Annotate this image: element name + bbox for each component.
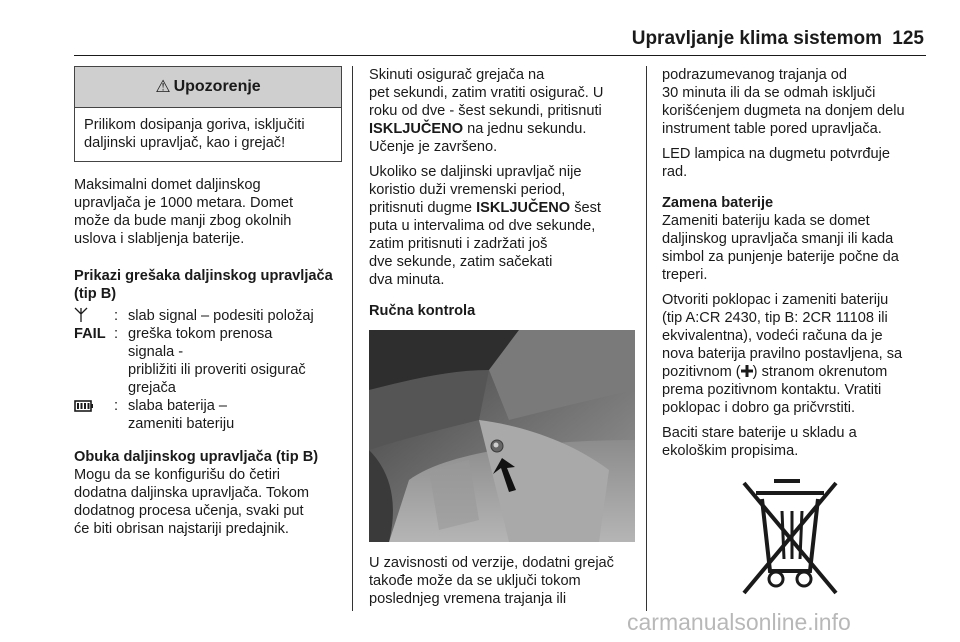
error-display-heading: Prikazi grešaka daljinskog upravljača (tip B) xyxy=(74,268,333,302)
led-paragraph: LED lampica na dugmetu potvrđuje rad. xyxy=(662,146,890,180)
antenna-icon xyxy=(74,307,114,325)
error-legend xyxy=(74,307,342,433)
warning-triangle-icon: ⚠ xyxy=(155,77,171,96)
column-2 xyxy=(369,66,635,615)
battery-when-paragraph: Zameniti bateriju kada se domet daljinskog upravljača smanji ili kada simbol za punjenje baterije počne da treperi. xyxy=(662,213,899,283)
legend-row-low-battery: : slaba baterija – zameniti bateriju xyxy=(74,397,342,433)
fuse-paragraph: Skinuti osigurač grejača na pet sekundi, zatim vratiti osigurač. U roku od dve - šest sekundi, pritisnuti ISKLJUČENO na jednu sekundu. Učenje je završeno. xyxy=(369,67,604,155)
column-1 xyxy=(74,66,342,545)
fail-symbol: FAIL xyxy=(74,326,106,342)
battery-replacement-heading: Zamena baterije xyxy=(662,195,774,211)
battery-icon xyxy=(74,397,114,433)
page-header-title: Upravljanje klima sistemom xyxy=(631,28,882,49)
manual-control-heading: Ručna kontrola xyxy=(369,303,476,319)
warning-header xyxy=(75,67,341,108)
battery-how-paragraph: Otvoriti poklopac i zameniti bateriju (tip A:CR 2430, tip B: 2CR 11108 ili ekvivalentna), vodeći računa da je nova baterija pravilno postavljena, sa pozitivnom ( ) stranom okrenutom prema pozitivnom kontaktu. Vratiti poklopac i dobro ga pričvrstiti. xyxy=(662,292,903,416)
dashboard-photo xyxy=(369,330,635,542)
duration-paragraph: podrazumevanog trajanja od 30 minuta ili da se odmah isključi korišćenjem dugmeta na donjem delu instrument table pored upravljača. xyxy=(662,67,905,137)
warning-text: Prilikom dosipanja goriva, isključiti daljinski upravljač, kao i grejač! xyxy=(84,117,305,151)
column-divider xyxy=(646,66,647,611)
plus-icon xyxy=(741,364,753,380)
legend-row-fail: FAIL : greška tokom prenosa signala - približiti ili proveriti osigurač grejača xyxy=(74,326,306,396)
disposal-paragraph: Baciti stare baterije u skladu a ekološkim propisima. xyxy=(662,425,857,459)
range-paragraph: Maksimalni domet daljinskog upravljača je 1000 metara. Domet može da bude manji zbog okolnih uslova i slabljenja baterije. xyxy=(74,177,294,247)
header-rule xyxy=(74,55,926,56)
column-3 xyxy=(662,66,928,601)
page-number: 125 xyxy=(892,28,924,49)
watermark: carmanualsonline.info xyxy=(627,609,851,635)
crossed-bin-icon xyxy=(736,471,844,601)
column-divider xyxy=(352,66,353,611)
warning-box xyxy=(74,66,342,162)
training-paragraph: Mogu da se konfigurišu do četiri dodatna daljinska upravljača. Tokom dodatnog procesa učenja, svaki put će biti obrisan najstariji predajnik. xyxy=(74,467,309,537)
legend-row-weak-signal: : slab signal – podesiti položaj xyxy=(74,307,342,325)
photo-caption: U zavisnosti od verzije, dodatni grejač takođe može da se uključi tokom poslednjeg vremena trajanja ili xyxy=(369,555,614,607)
warning-title: Upozorenje xyxy=(173,78,261,95)
training-heading: Obuka daljinskog upravljača (tip B) xyxy=(74,449,319,465)
reset-paragraph: Ukoliko se daljinski upravljač nije koristio duži vremenski period, pritisnuti dugme ISKLJUČENO šest puta u intervalima od dve sekunde, zatim pritisnuti i zadržati još dve sekunde, zatim sačekati dva minuta. xyxy=(369,164,601,288)
